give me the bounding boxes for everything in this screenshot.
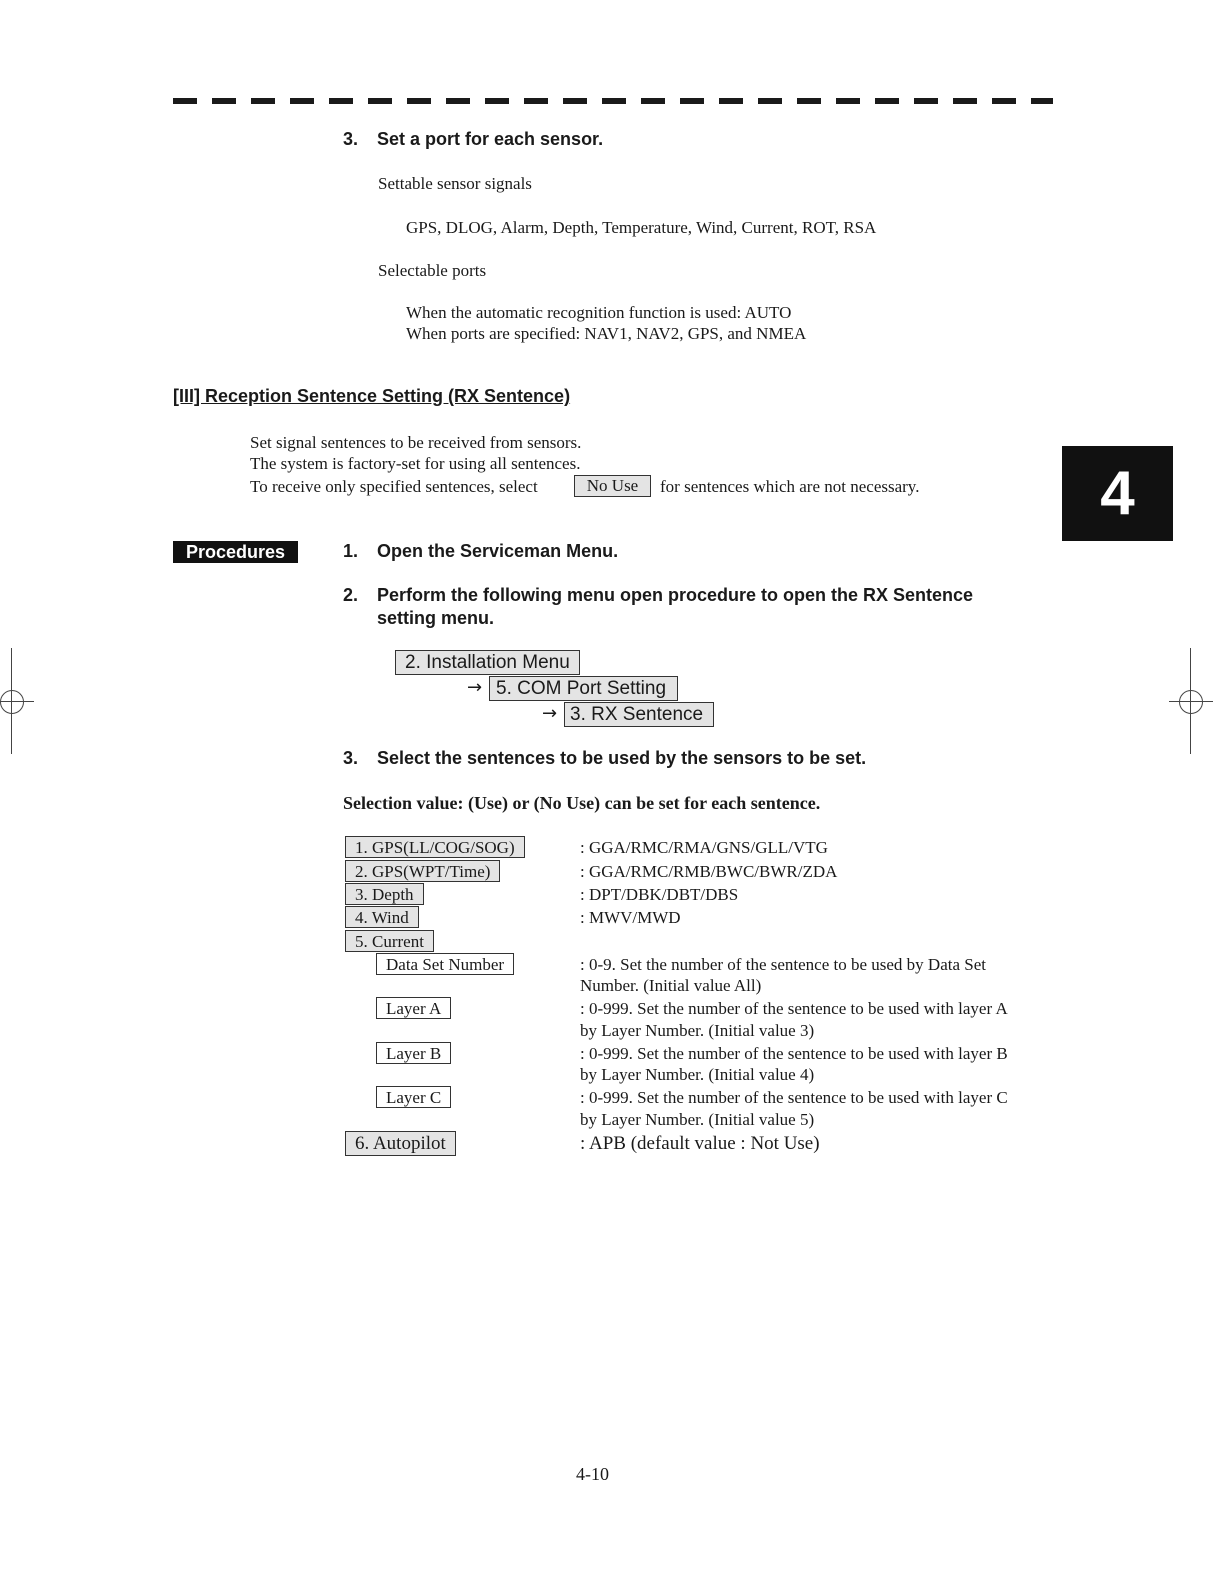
current-subitem-desc-cont: by Layer Number. (Initial value 5) <box>580 1110 815 1129</box>
no-use-key: No Use <box>574 475 651 497</box>
proc-step-2-number: 2. <box>343 585 359 605</box>
proc-step-2-text-line1: Perform the following menu open procedure to open the RX Sentence <box>377 585 974 605</box>
autopilot-desc: : APB (default value : Not Use) <box>580 1133 820 1154</box>
ports-label: Selectable ports <box>378 261 487 280</box>
ports-line-specified: When ports are specified: NAV1, NAV2, GPS, and NMEA <box>406 324 807 343</box>
section-heading: [III] Reception Sentence Setting (RX Sentence) <box>173 386 571 406</box>
proc-step-1-number: 1. <box>343 541 359 561</box>
registration-mark-left <box>0 648 34 754</box>
sentence-key: 3. Depth <box>345 883 424 905</box>
sentence-key: 1. GPS(LL/COG/SOG) <box>345 836 525 858</box>
current-subitem-key: Data Set Number <box>376 953 514 975</box>
menu-com-port-setting: 5. COM Port Setting <box>489 676 678 701</box>
header-dashed-rule <box>173 98 1053 104</box>
page-number: 4-10 <box>576 1464 609 1484</box>
sentence-key: 2. GPS(WPT/Time) <box>345 860 500 882</box>
current-subitem-key: Layer C <box>376 1086 451 1108</box>
sentence-desc: : GGA/RMC/RMB/BWC/BWR/ZDA <box>580 862 838 881</box>
menu-arrow-1: → <box>467 677 483 698</box>
ports-line-auto: When the automatic recognition function is used: AUTO <box>406 303 792 322</box>
menu-rx-sentence: 3. RX Sentence <box>564 702 714 727</box>
autopilot-key: 6. Autopilot <box>345 1131 456 1156</box>
sentence-key: 5. Current <box>345 930 434 952</box>
current-subitem-key: Layer A <box>376 997 451 1019</box>
sentence-desc: : DPT/DBK/DBT/DBS <box>580 885 739 904</box>
proc-step-3-text: Select the sentences to be used by the sensors to be set. <box>377 748 867 768</box>
sensor-signals-label: Settable sensor signals <box>378 174 532 193</box>
section-intro-3-post: for sentences which are not necessary. <box>660 477 920 496</box>
current-subitem-key: Layer B <box>376 1042 451 1064</box>
proc-step-1-text: Open the Serviceman Menu. <box>377 541 619 561</box>
current-subitem-desc: : 0-999. Set the number of the sentence to be used with layer A <box>580 999 1008 1018</box>
proc-step-2-text-line2: setting menu. <box>377 608 495 628</box>
proc-step-3-number: 3. <box>343 748 359 768</box>
step-3-text: Set a port for each sensor. <box>377 129 604 149</box>
sentence-desc: : MWV/MWD <box>580 908 681 927</box>
section-intro-3-pre: To receive only specified sentences, select <box>250 477 538 496</box>
section-intro-2: The system is factory-set for using all sentences. <box>250 454 581 473</box>
selection-note: Selection value: (Use) or (No Use) can be set for each sentence. <box>343 793 821 813</box>
section-intro-1: Set signal sentences to be received from sensors. <box>250 433 582 452</box>
current-subitem-desc: : 0-999. Set the number of the sentence to be used with layer B <box>580 1044 1008 1063</box>
registration-mark-right <box>1169 648 1213 754</box>
procedures-label: Procedures <box>173 541 298 563</box>
sentence-desc: : GGA/RMC/RMA/GNS/GLL/VTG <box>580 838 828 857</box>
current-subitem-desc-cont: by Layer Number. (Initial value 4) <box>580 1065 815 1084</box>
sentence-key: 4. Wind <box>345 906 419 928</box>
menu-installation: 2. Installation Menu <box>395 650 580 675</box>
current-subitem-desc-cont: by Layer Number. (Initial value 3) <box>580 1021 815 1040</box>
current-subitem-desc: : 0-999. Set the number of the sentence to be used with layer C <box>580 1088 1008 1107</box>
sensor-signals-list: GPS, DLOG, Alarm, Depth, Temperature, Wind, Current, ROT, RSA <box>406 218 877 237</box>
current-subitem-desc-cont: Number. (Initial value All) <box>580 976 762 995</box>
step-3-number: 3. <box>343 129 359 149</box>
current-subitem-desc: : 0-9. Set the number of the sentence to be used by Data Set <box>580 955 986 974</box>
chapter-tab: 4 <box>1062 446 1173 541</box>
menu-arrow-2: → <box>542 703 558 724</box>
